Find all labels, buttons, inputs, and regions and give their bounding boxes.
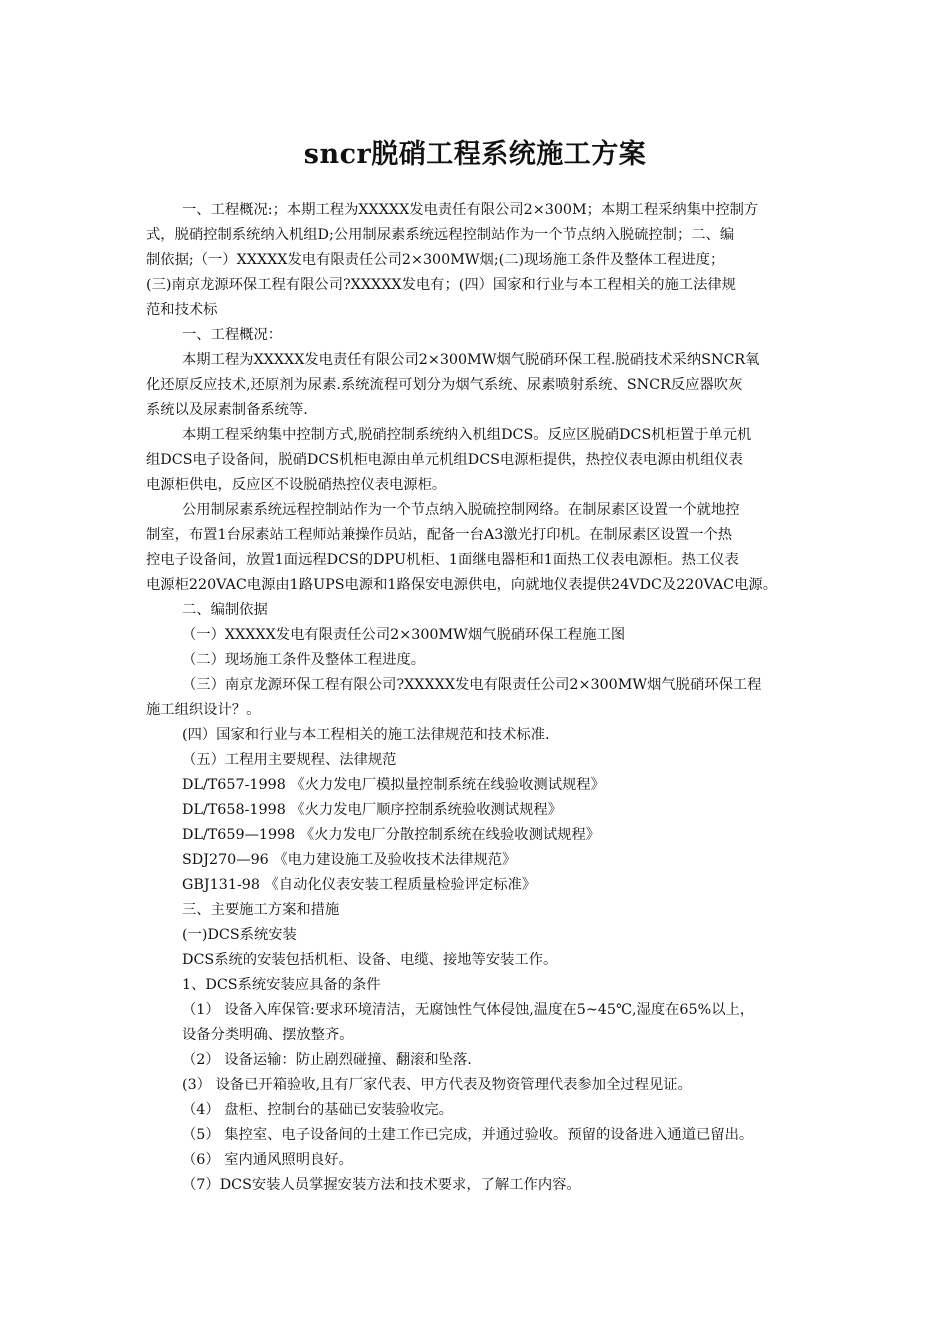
paragraph-line: 范和技术标 — [146, 302, 218, 318]
list-item: (3） 设备已开箱验收,且有厂家代表、甲方代表及物资管理代表参加全过程见证。 — [182, 1077, 692, 1093]
list-item: （4） 盘柜、控制台的基础已安装验收完。 — [182, 1102, 453, 1118]
list-item: （三）南京龙源环保工程有限公司?XXXXX发电有限责任公司2×300MW烟气脱硝环保工程 — [182, 677, 762, 693]
list-item: （5） 集控室、电子设备间的土建工作已完成，并通过验收。预留的设备进入通道已留出。 — [182, 1127, 754, 1143]
section-heading: 三、主要施工方案和措施 — [182, 902, 340, 918]
document-title: sncr脱硝工程系统施工方案 — [303, 139, 647, 170]
paragraph-line: 公用制尿素系统远程控制站作为一个节点纳入脱硫控制网络。在制尿素区设置一个就地控 — [182, 502, 740, 518]
standard-reference: DL/T659—1998 《火力发电厂分散控制系统在线验收测试规程》 — [182, 827, 601, 843]
list-item: （7）DCS安装人员掌握安装方法和技术要求，了解工作内容。 — [182, 1177, 581, 1193]
list-item-continuation: 设备分类明确、摆放整齐。 — [182, 1027, 354, 1043]
paragraph-line: 控电子设备间，放置1面远程DCS的DPU机柜、1面继电器柜和1面热工仪表电源柜。热工仪表 — [146, 552, 739, 568]
paragraph-line: DCS系统的安装包括机柜、设备、电缆、接地等安装工作。 — [182, 952, 558, 968]
paragraph-line: 电源柜220VAC电源由1路UPS电源和1路保安电源供电，向就地仪表提供24VDC及220VAC电源。 — [146, 577, 777, 593]
document-body — [146, 198, 826, 1198]
paragraph-line: (三)南京龙源环保工程有限公司?XXXXX发电有；(四）国家和行业与本工程相关的施工法律规 — [146, 277, 736, 293]
standard-reference: GBJ131-98 《自动化仪表安装工程质量检验评定标准》 — [182, 877, 537, 893]
list-item: （2） 设备运输：防止剧烈碰撞、翻滚和坠落. — [182, 1052, 472, 1068]
subsection-heading: (一)DCS系统安装 — [182, 927, 297, 943]
subsection-heading: 1、DCS系统安装应具备的条件 — [182, 977, 381, 993]
standard-reference: SDJ270—96 《电力建设施工及验收技术法律规范》 — [182, 852, 517, 868]
list-item: （二）现场施工条件及整体工程进度。 — [182, 652, 426, 668]
section-heading: 一、工程概况： — [182, 327, 283, 343]
list-item: （一）XXXXX发电有限责任公司2×300MW烟气脱硝环保工程施工图 — [182, 627, 626, 643]
list-item: （6） 室内通风照明良好。 — [182, 1152, 353, 1168]
paragraph-line: 化还原反应技术,还原剂为尿素.系统流程可划分为烟气系统、尿素喷射系统、SNCR反应器吹灰 — [146, 377, 743, 393]
list-item-continuation: 施工组织设计？。 — [146, 702, 261, 718]
paragraph-line: 本期工程采纳集中控制方式,脱硝控制系统纳入机组DCS。反应区脱硝DCS机柜置于单元机 — [182, 427, 752, 443]
paragraph-line: 组DCS电子设备间，脱硝DCS机柜电源由单元机组DCS电源柜提供，热控仪表电源由机组仪表 — [146, 452, 743, 468]
list-item: (四）国家和行业与本工程相关的施工法律规范和技术标准. — [182, 727, 550, 743]
list-item: （五）工程用主要规程、法律规范 — [182, 752, 397, 768]
paragraph-line: 电源柜供电，反应区不设脱硝热控仪表电源柜。 — [146, 477, 447, 493]
paragraph-line: 本期工程为XXXXX发电责任有限公司2×300MW烟气脱硝环保工程.脱硝技术采纳SNCR氧 — [182, 352, 760, 368]
standard-reference: DL/T657-1998 《火力发电厂模拟量控制系统在线验收测试规程》 — [182, 777, 605, 793]
list-item: （1） 设备入库保管:要求环境清洁，无腐蚀性气体侵蚀,温度在5~45℃,湿度在65%以上， — [182, 1002, 755, 1018]
standard-reference: DL/T658-1998 《火力发电厂顺序控制系统验收测试规程》 — [182, 802, 562, 818]
paragraph-line: 制室，布置1台尿素站工程师站兼操作员站，配备一台A3激光打印机。在制尿素区设置一个热 — [146, 527, 733, 543]
paragraph-line: 制依据;（一）XXXXX发电有限责任公司2×300MW烟;(二)现场施工条件及整体工程进度； — [146, 252, 725, 268]
section-heading: 二、编制依据 — [182, 602, 268, 618]
paragraph-line: 系统以及尿素制备系统等. — [146, 402, 308, 418]
paragraph-line: 一、工程概况:；本期工程为XXXXX发电责任有限公司2×300M；本期工程采纳集中控制方 — [182, 202, 759, 218]
paragraph-line: 式，脱硝控制系统纳入机组D;公用制尿素系统远程控制站作为一个节点纳入脱硫控制；二、编 — [146, 227, 735, 243]
